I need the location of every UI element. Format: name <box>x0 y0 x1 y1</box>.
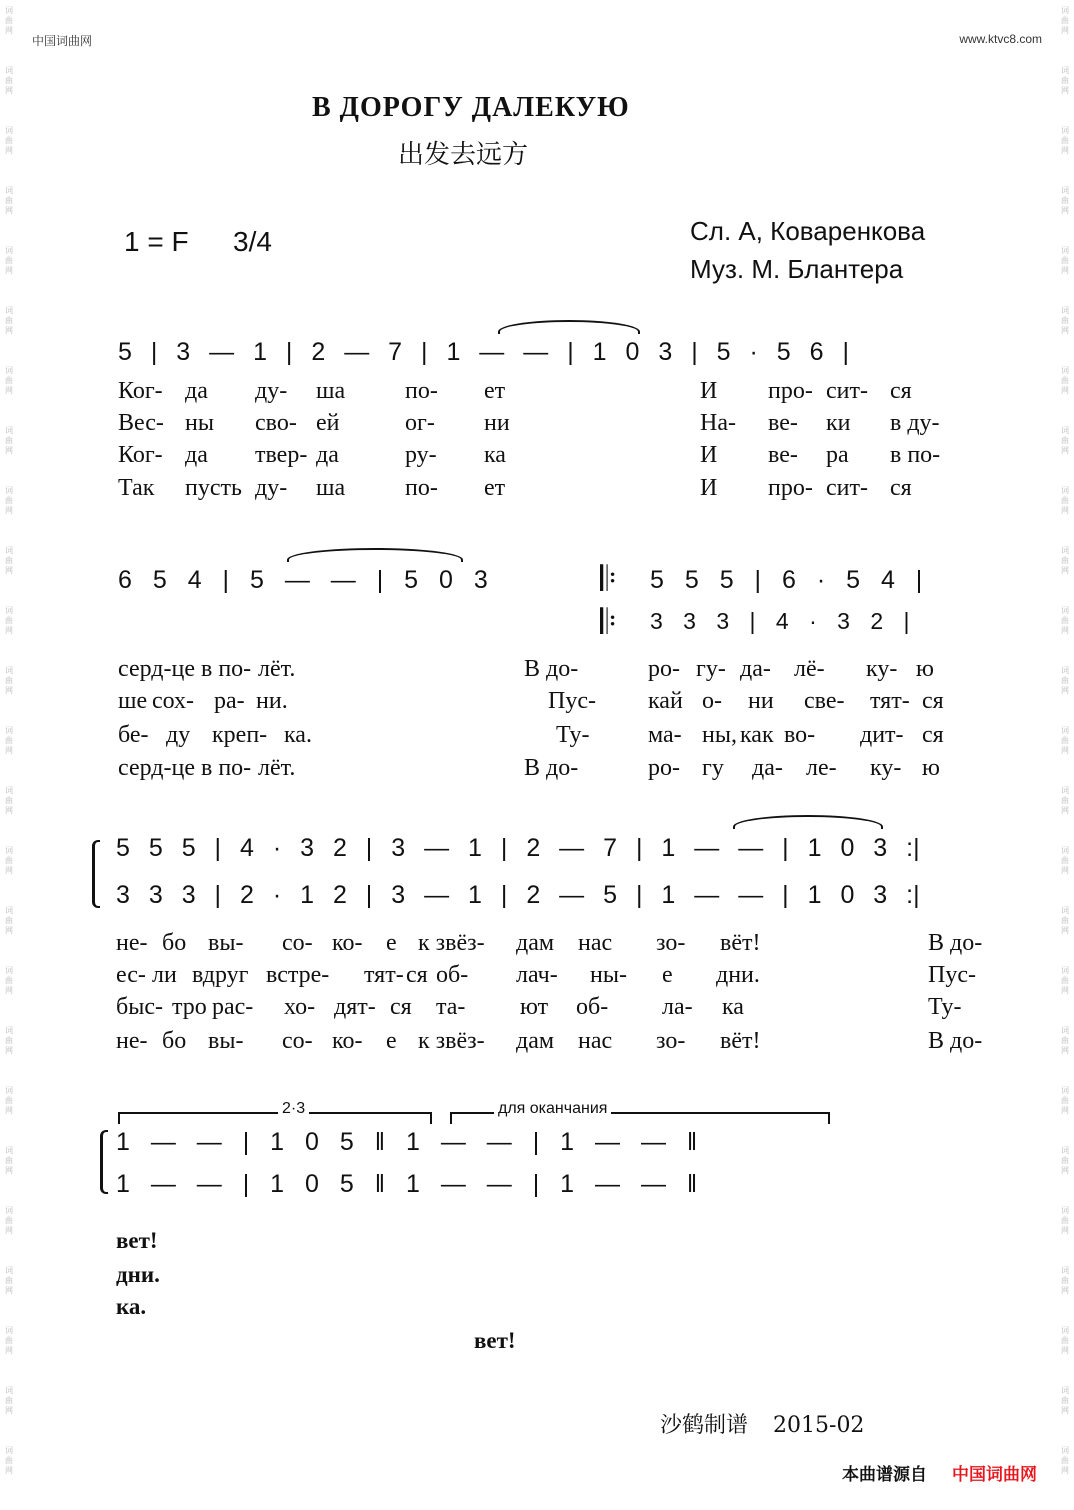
lyric-syllable: В до- <box>928 930 983 956</box>
side-watermark-text: 词曲网 <box>1061 606 1069 635</box>
lyric-syllable: сит- <box>826 378 868 404</box>
side-watermark-text: 词曲网 <box>1061 366 1069 395</box>
lyric-syllable: ше <box>118 688 148 714</box>
lyric-syllable: вёт! <box>720 930 761 956</box>
side-watermark-text: 词曲网 <box>1061 486 1069 515</box>
side-watermark-text: 词曲网 <box>5 786 13 815</box>
lyric-syllable: об- <box>436 962 469 988</box>
notation-line-1: 5 | 3 — 1 | 2 — 7 | 1 — — | 1 0 3 | 5 · 5 6 | <box>118 338 849 366</box>
lyric-syllable: ет <box>484 378 506 404</box>
lyric-syllable: бе- <box>118 722 149 748</box>
side-watermark-text: 词曲网 <box>1061 1146 1069 1175</box>
side-watermark-text: 词曲网 <box>1061 1026 1069 1055</box>
lyric-syllable: ку- <box>866 656 898 682</box>
lyric-syllable: ся <box>890 475 912 501</box>
lyric-ending: вет! <box>116 1228 158 1253</box>
lyric-syllable: Вес- <box>118 410 164 436</box>
side-watermark-text: 词曲网 <box>1061 966 1069 995</box>
transcriber-name: 沙鹤制谱 <box>660 1413 749 1438</box>
right-watermark-strip <box>1056 0 1074 1510</box>
lyric-syllable: нас <box>578 1028 613 1054</box>
lyric-syllable: ве- <box>768 442 798 468</box>
lyric-syllable: бо <box>162 1028 187 1054</box>
lyric-syllable: серд-це в по- <box>118 656 252 682</box>
lyric-syllable: Ту- <box>556 722 590 748</box>
lyric-syllable: ся <box>922 722 944 748</box>
lyric-syllable: ду- <box>255 475 288 501</box>
side-watermark-text: 词曲网 <box>5 1206 13 1235</box>
lyric-syllable: Ког- <box>118 378 163 404</box>
lyric-syllable: встре- <box>266 962 330 988</box>
lyric-syllable: сит- <box>826 475 868 501</box>
side-watermark-text: 词曲网 <box>1061 786 1069 815</box>
lyric-syllable: сох- <box>152 688 195 714</box>
side-watermark-text: 词曲网 <box>5 966 13 995</box>
lyric-syllable: гу <box>702 755 724 781</box>
lyric-syllable: да <box>185 442 208 468</box>
lyric-syllable: да- <box>752 755 783 781</box>
lyric-syllable: не- <box>116 1028 148 1054</box>
side-watermark-text: 词曲网 <box>5 1326 13 1355</box>
lyric-syllable: ка <box>722 994 744 1020</box>
lyric-syllable: по- <box>405 378 438 404</box>
lyric-syllable: об- <box>576 994 609 1020</box>
volta-bracket-1 <box>118 1112 432 1114</box>
composer-credit: Муз. М. Блантера <box>690 254 904 284</box>
lyric-syllable: не- <box>116 930 148 956</box>
lyric-syllable: про- <box>768 475 813 501</box>
lyric-syllable: ка. <box>284 722 312 748</box>
side-watermark-text: 词曲网 <box>5 306 13 335</box>
volta-tick <box>450 1112 452 1124</box>
transcription-date: 2015-02 <box>773 1413 865 1438</box>
lyric-syllable: е <box>386 930 397 956</box>
lyric-syllable: пусть <box>185 475 242 501</box>
lyric-syllable: ша <box>316 475 346 501</box>
tie-slur <box>498 320 640 334</box>
lyric-final: вет! <box>474 1328 516 1353</box>
lyric-syllable: Пус- <box>548 688 596 714</box>
lyric-syllable: ку- <box>870 755 902 781</box>
side-watermark-text: 词曲网 <box>5 1026 13 1055</box>
lyric-syllable: ко- <box>332 930 363 956</box>
lyric-syllable: бо <box>162 930 187 956</box>
lyric-syllable: хо- <box>284 994 316 1020</box>
lyric-syllable: ли <box>152 962 177 988</box>
lyric-syllable: лёт. <box>258 656 296 682</box>
lyric-syllable: да <box>316 442 339 468</box>
notation-line-2-upper: 5 5 5 | 6 · 5 4 | <box>650 566 923 594</box>
lyric-ending: дни. <box>116 1262 160 1287</box>
side-watermark-text: 词曲网 <box>5 426 13 455</box>
side-watermark-text: 词曲网 <box>1061 666 1069 695</box>
notation-line-2: 6 5 4 | 5 — — | 5 0 3 <box>118 566 488 594</box>
lyric-syllable: ду- <box>255 378 288 404</box>
lyric-syllable: ве- <box>768 410 798 436</box>
lyric-syllable: зо- <box>656 1028 686 1054</box>
lyric-syllable: ю <box>916 656 934 682</box>
key-signature: 1 = F <box>124 226 189 257</box>
side-watermark-text: 词曲网 <box>5 126 13 155</box>
lyric-syllable: в по- <box>890 442 941 468</box>
side-watermark-text: 词曲网 <box>5 1266 13 1295</box>
lyric-syllable: про- <box>768 378 813 404</box>
side-watermark-text: 词曲网 <box>1061 126 1069 155</box>
lyric-syllable: В до- <box>524 656 579 682</box>
left-watermark-strip <box>0 0 18 1510</box>
side-watermark-text: 词曲网 <box>1061 246 1069 275</box>
side-watermark-text: 词曲网 <box>5 186 13 215</box>
notation-line-4-lower: 1 — — | 1 0 5 ‖ 1 — — | 1 — — ‖ <box>116 1170 698 1198</box>
lyric-syllable: Пус- <box>928 962 976 988</box>
transcriber-credit <box>660 1408 864 1439</box>
side-watermark-text: 词曲网 <box>1061 906 1069 935</box>
side-watermark-text: 词曲网 <box>5 606 13 635</box>
side-watermark-text: 词曲网 <box>1061 1206 1069 1235</box>
side-watermark-text: 词曲网 <box>1061 6 1069 35</box>
lyric-syllable: е <box>662 962 673 988</box>
lyric-syllable: сво- <box>255 410 297 436</box>
side-watermark-text: 词曲网 <box>1061 1266 1069 1295</box>
lyric-syllable: зо- <box>656 930 686 956</box>
time-signature: 3/4 <box>233 226 272 257</box>
lyric-syllable: гу- <box>696 656 726 682</box>
lyric-syllable: ны <box>185 410 214 436</box>
song-title: В ДОРОГУ ДАЛЕКУЮ <box>312 92 630 123</box>
lyric-syllable: е <box>386 1028 397 1054</box>
tie-slur <box>733 815 883 829</box>
lyric-syllable: со- <box>282 1028 313 1054</box>
side-watermark-text: 词曲网 <box>1061 306 1069 335</box>
lyric-syllable: со- <box>282 930 313 956</box>
lyric-syllable: В до- <box>928 1028 983 1054</box>
lyric-syllable: да <box>185 378 208 404</box>
lyric-syllable: ес- <box>116 962 146 988</box>
system-bracket <box>100 1130 108 1194</box>
notation-line-3-upper: 5 5 5 | 4 · 3 2 | 3 — 1 | 2 — 7 | 1 — — | 1 0 3 :| <box>116 834 920 862</box>
volta-label-1: 2·3 <box>278 1100 309 1118</box>
side-watermark-text: 词曲网 <box>5 246 13 275</box>
side-watermark-text: 词曲网 <box>5 666 13 695</box>
side-watermark-text: 词曲网 <box>1061 846 1069 875</box>
lyric-syllable: ны- <box>590 962 627 988</box>
lyric-syllable: к звёз- <box>418 1028 485 1054</box>
volta-label-2: для оканчания <box>494 1100 611 1118</box>
side-watermark-text: 词曲网 <box>5 546 13 575</box>
lyric-syllable: ма- <box>648 722 682 748</box>
lyric-syllable: быс- <box>116 994 163 1020</box>
lyric-syllable: ю <box>922 755 940 781</box>
lyric-syllable: ся <box>406 962 428 988</box>
side-watermark-text: 词曲网 <box>5 1446 13 1475</box>
repeat-start-sign: 𝄆 <box>600 560 617 598</box>
lyric-syllable: тят- <box>870 688 910 714</box>
lyric-syllable: да- <box>740 656 771 682</box>
system-bracket <box>92 840 100 908</box>
lyric-syllable: ся <box>922 688 944 714</box>
side-watermark-text: 词曲网 <box>1061 186 1069 215</box>
notation-line-3-lower: 3 3 3 | 2 · 1 2 | 3 — 1 | 2 — 5 | 1 — — | 1 0 3 :| <box>116 881 920 909</box>
lyric-syllable: ра- <box>214 688 245 714</box>
lyric-syllable: ни <box>484 410 510 436</box>
source-site-link[interactable]: 中国词曲网 <box>952 1465 1037 1484</box>
lyric-syllable: ют <box>520 994 549 1020</box>
side-watermark-text: 词曲网 <box>1061 546 1069 575</box>
lyric-syllable: дам <box>516 1028 555 1054</box>
side-watermark-text: 词曲网 <box>1061 1386 1069 1415</box>
side-watermark-text: 词曲网 <box>5 486 13 515</box>
lyric-syllable: дни. <box>716 962 760 988</box>
lyric-syllable: дит- <box>860 722 904 748</box>
lyric-syllable: На- <box>700 410 736 436</box>
side-watermark-text: 词曲网 <box>5 846 13 875</box>
lyric-syllable: дят- <box>334 994 376 1020</box>
lyric-syllable: ог- <box>405 410 435 436</box>
side-watermark-text: 词曲网 <box>5 1386 13 1415</box>
lyric-syllable: тро <box>172 994 207 1020</box>
lyric-syllable: вы- <box>208 930 244 956</box>
lyricist-credit: Сл. А, Коваренкова <box>690 216 926 246</box>
side-watermark-text: 词曲网 <box>5 1086 13 1115</box>
side-watermark-text: 词曲网 <box>5 1146 13 1175</box>
notation-line-2-lower: 3 3 3 | 4 · 3 2 | <box>650 608 910 634</box>
lyric-syllable: ра <box>826 442 849 468</box>
lyric-syllable: И <box>700 378 718 404</box>
volta-tick <box>118 1112 120 1124</box>
side-watermark-text: 词曲网 <box>1061 726 1069 755</box>
lyric-syllable: ша <box>316 378 346 404</box>
lyric-syllable: серд-це в по- <box>118 755 252 781</box>
side-watermark-text: 词曲网 <box>5 66 13 95</box>
side-watermark-text: 词曲网 <box>5 726 13 755</box>
lyric-syllable: ро- <box>648 755 680 781</box>
lyric-syllable: ни. <box>256 688 288 714</box>
song-subtitle: 出发去远方 <box>398 140 529 170</box>
lyric-syllable: ни <box>748 688 774 714</box>
lyric-syllable: ле- <box>806 755 837 781</box>
lyric-syllable: лёт. <box>258 755 296 781</box>
lyric-syllable: ей <box>316 410 340 436</box>
repeat-start-sign: 𝄆 <box>600 603 617 641</box>
lyric-syllable: та- <box>436 994 466 1020</box>
lyric-syllable: как <box>740 722 774 748</box>
lyric-syllable: вы- <box>208 1028 244 1054</box>
lyric-ending: ка. <box>116 1294 147 1319</box>
lyric-syllable: Так <box>118 475 155 501</box>
side-watermark-text: 词曲网 <box>1061 1446 1069 1475</box>
lyric-syllable: ду <box>166 722 191 748</box>
source-label: 本曲谱源自 <box>842 1465 927 1484</box>
header-site-name: 中国词曲网 <box>32 34 93 48</box>
lyric-syllable: В до- <box>524 755 579 781</box>
lyric-syllable: ся <box>390 994 412 1020</box>
lyric-syllable: све- <box>804 688 845 714</box>
lyric-syllable: во- <box>784 722 816 748</box>
lyric-syllable: И <box>700 442 718 468</box>
tie-slur <box>287 548 463 562</box>
lyric-syllable: кай <box>648 688 683 714</box>
lyric-syllable: ла- <box>662 994 693 1020</box>
lyric-syllable: о- <box>702 688 722 714</box>
lyric-syllable: по- <box>405 475 438 501</box>
lyric-syllable: к звёз- <box>418 930 485 956</box>
side-watermark-text: 词曲网 <box>5 366 13 395</box>
side-watermark-text: 词曲网 <box>5 906 13 935</box>
lyric-syllable: ны, <box>702 722 737 748</box>
lyric-syllable: Ту- <box>928 994 962 1020</box>
lyric-syllable: лач- <box>516 962 558 988</box>
lyric-syllable: дам <box>516 930 555 956</box>
lyric-syllable: вдруг <box>192 962 249 988</box>
side-watermark-text: 词曲网 <box>1061 426 1069 455</box>
lyric-syllable: И <box>700 475 718 501</box>
lyric-syllable: ко- <box>332 1028 363 1054</box>
lyric-syllable: тят- <box>364 962 404 988</box>
lyric-syllable: нас <box>578 930 613 956</box>
lyric-syllable: ка <box>484 442 506 468</box>
volta-tick <box>828 1112 830 1124</box>
lyric-syllable: ет <box>484 475 506 501</box>
header-site-url: www.ktvc8.com <box>959 32 1042 46</box>
lyric-syllable: ру- <box>405 442 437 468</box>
volta-tick <box>430 1112 432 1124</box>
side-watermark-text: 词曲网 <box>5 6 13 35</box>
side-watermark-text: 词曲网 <box>1061 1086 1069 1115</box>
lyric-syllable: в ду- <box>890 410 940 436</box>
side-watermark-text: 词曲网 <box>1061 66 1069 95</box>
side-watermark-text: 词曲网 <box>1061 1326 1069 1355</box>
lyric-syllable: ся <box>890 378 912 404</box>
notation-line-4-upper: 1 — — | 1 0 5 ‖ 1 — — | 1 — — ‖ <box>116 1128 698 1156</box>
lyric-syllable: Ког- <box>118 442 163 468</box>
lyric-syllable: лё- <box>794 656 825 682</box>
lyric-syllable: вёт! <box>720 1028 761 1054</box>
lyric-syllable: креп- <box>212 722 268 748</box>
lyric-syllable: ки <box>826 410 851 436</box>
lyric-syllable: твер- <box>255 442 308 468</box>
lyric-syllable: ро- <box>648 656 680 682</box>
lyric-syllable: рас- <box>212 994 254 1020</box>
